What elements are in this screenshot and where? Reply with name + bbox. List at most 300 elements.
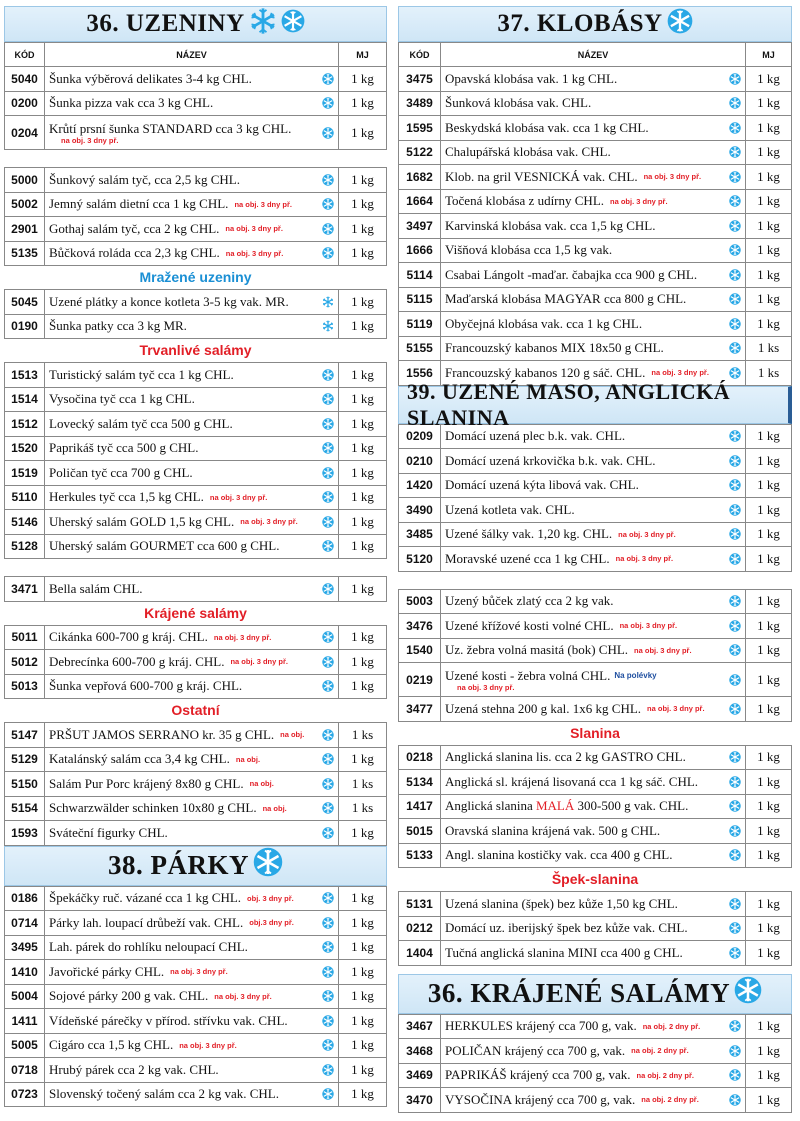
product-name: Vysočina tyč cca 1 kg CHL.	[49, 391, 195, 407]
order-note: na obj. 2 dny př.	[636, 1070, 694, 1080]
table-row	[5, 534, 387, 559]
table-row	[399, 473, 792, 498]
product-code: 5128	[5, 534, 45, 559]
frozen-icon	[729, 620, 741, 632]
unit: 1 kg	[339, 1058, 387, 1083]
product-name: Chalupářská klobása vak. CHL.	[445, 144, 611, 160]
subsection-krajene: Krájené salámy	[144, 604, 247, 621]
frozen-icon	[322, 223, 334, 235]
product-name-cell	[45, 984, 339, 1009]
unit: 1 kg	[339, 625, 387, 650]
product-name-line	[49, 727, 334, 743]
product-name-cell	[45, 674, 339, 699]
product-code: 5000	[5, 168, 45, 193]
product-name: Domácí uzená kýta libová vak. CHL.	[445, 477, 639, 493]
order-note: na obj. 3 dny př.	[225, 224, 283, 234]
section-title-uzene-maso	[398, 378, 792, 430]
order-note: na obj. 3 dny př.	[457, 682, 515, 692]
section-title-uzeniny	[4, 6, 387, 42]
order-note: na obj. 3 dny př.	[170, 967, 228, 977]
frozen-icon	[322, 73, 334, 85]
product-name-cell	[45, 116, 339, 150]
product-code: 1519	[5, 461, 45, 486]
product-name: PRŠUT JAMOS SERRANO kr. 35 g CHL.	[49, 726, 275, 742]
product-name-line	[445, 169, 741, 185]
unit: 1 kg	[746, 473, 792, 498]
product-code: 5012	[5, 650, 45, 675]
table-row	[399, 91, 792, 116]
table-row	[399, 498, 792, 523]
product-name-line	[49, 514, 334, 530]
product-name: Uzená stehna 200 g kal. 1x6 kg CHL.	[445, 700, 642, 716]
order-note: na obj.	[262, 803, 287, 813]
product-name-cell	[441, 263, 746, 288]
product-code: 3489	[399, 91, 441, 116]
product-name-line	[445, 749, 741, 765]
section-title-text: 38. PÁRKY	[108, 850, 249, 880]
product-name-line	[445, 593, 741, 609]
header-kod: KÓD	[399, 43, 441, 67]
frozen-icon	[322, 778, 334, 790]
product-name-line	[49, 538, 334, 554]
product-name-cell	[441, 116, 746, 141]
frozen-icon	[729, 922, 741, 934]
table-row	[5, 412, 387, 437]
frozen-icon	[729, 751, 741, 763]
product-name: Maďarská klobása MAGYAR cca 800 g CHL.	[445, 291, 687, 307]
table-row	[399, 614, 792, 639]
mrazene-table	[4, 289, 387, 339]
product-name: Katalánský salám cca 3,4 kg CHL.	[49, 751, 230, 767]
product-code: 1540	[399, 638, 441, 663]
product-name: Višňová klobása cca 1,5 kg vak.	[445, 242, 613, 258]
product-name: Angl. slanina kostičky vak. cca 400 g CHL.	[445, 847, 673, 863]
product-code: 0723	[5, 1082, 45, 1107]
unit: 1 kg	[339, 577, 387, 602]
product-name-cell	[45, 412, 339, 437]
product-name-cell	[45, 485, 339, 510]
frozen-icon	[322, 418, 334, 430]
product-code: 5122	[399, 140, 441, 165]
product-name: Slovenský točený salám cca 2 kg vak. CHL.	[49, 1086, 279, 1102]
product-name-line	[445, 365, 741, 381]
product-name: Herkules tyč cca 1,5 kg CHL.	[49, 489, 204, 505]
product-name-cell	[441, 843, 746, 868]
frozen-icon	[729, 430, 741, 442]
unit: 1 kg	[339, 67, 387, 92]
unit: 1 kg	[746, 522, 792, 547]
table-row	[399, 522, 792, 547]
header-nazev: NÁZEV	[45, 43, 339, 67]
product-name-cell	[45, 436, 339, 461]
product-name: Šunka patky cca 3 kg MR.	[49, 318, 187, 334]
unit: 1 kg	[746, 1039, 792, 1064]
product-name: Anglická slanina lis. cca 2 kg GASTRO CHL.	[445, 749, 686, 765]
product-name: Francouzský kabanos MIX 18x50 g CHL.	[445, 340, 664, 356]
product-name: Krůtí prsní šunka STANDARD cca 3 kg CHL.	[49, 120, 292, 136]
unit: 1 ks	[339, 772, 387, 797]
frozen-icon	[322, 802, 334, 814]
section-title-klobasy	[398, 6, 792, 42]
table-row	[399, 214, 792, 239]
frozen-icon	[729, 1069, 741, 1081]
product-name-cell	[45, 650, 339, 675]
table-row	[399, 140, 792, 165]
section-title-text: 36. KRÁJENÉ SALÁMY	[427, 978, 731, 1008]
product-name: Lah. párek do rohlíku neloupací CHL.	[49, 939, 248, 955]
product-name-cell	[441, 189, 746, 214]
product-code: 3471	[5, 577, 45, 602]
product-name-line	[49, 776, 334, 792]
frozen-icon	[729, 244, 741, 256]
unit: 1 kg	[339, 534, 387, 559]
table-row	[5, 772, 387, 797]
unit: 1 kg	[339, 387, 387, 412]
product-name: Francouzský kabanos 120 g sáč. CHL.	[445, 364, 646, 380]
table-row	[399, 165, 792, 190]
product-name-line	[49, 489, 334, 505]
frozen-icon	[322, 1015, 334, 1027]
product-name-line	[49, 95, 334, 111]
product-name: Gothaj salám tyč, cca 2 kg CHL.	[49, 220, 220, 236]
krajene-table	[4, 625, 387, 700]
product-code: 5005	[5, 1033, 45, 1058]
product-name: Domácí uz. iberijský špek bez kůže vak. CHL.	[445, 920, 688, 936]
product-name-line	[49, 391, 334, 407]
product-code: 0718	[5, 1058, 45, 1083]
product-name: Jemný salám dietní cca 1 kg CHL.	[49, 196, 229, 212]
order-note: na obj. 3 dny př.	[618, 529, 676, 539]
unit: 1 kg	[746, 214, 792, 239]
table-row	[399, 1014, 792, 1039]
order-note: na obj. 3 dny př.	[619, 621, 678, 631]
unit: 1 kg	[746, 1014, 792, 1039]
table-row	[5, 116, 387, 150]
unit: 1 kg	[339, 1009, 387, 1034]
product-name-line	[445, 526, 741, 542]
frozen-icon	[729, 171, 741, 183]
unit: 1 kg	[746, 745, 792, 770]
product-code: 5110	[5, 485, 45, 510]
product-code: 3485	[399, 522, 441, 547]
product-name-line	[445, 291, 741, 307]
table-row	[5, 290, 387, 315]
product-name-cell	[45, 461, 339, 486]
frozen-icon	[322, 941, 334, 953]
table-row	[399, 941, 792, 966]
product-name-line	[445, 477, 741, 493]
product-name-line	[445, 920, 741, 936]
product-name-line	[445, 847, 741, 863]
product-name: Uzený bůček zlatý cca 2 kg vak.	[445, 593, 614, 609]
table-row	[399, 697, 792, 722]
order-note: na obj. 3 dny př.	[225, 248, 284, 258]
product-name-line	[445, 193, 741, 209]
unit: 1 kg	[339, 91, 387, 116]
product-name: Špekáčky ruč. vázané cca 1 kg CHL.	[49, 890, 242, 906]
product-name-line	[445, 267, 741, 283]
frozen-icon	[729, 674, 741, 686]
order-note: na obj. 3 dny př.	[213, 632, 272, 642]
frozen-icon	[322, 892, 334, 904]
subsection-trvanlive: Trvanlivé salámy	[139, 342, 252, 358]
table-row	[5, 650, 387, 675]
frozen-icon	[729, 455, 741, 467]
product-code: 1666	[399, 238, 441, 263]
product-name-cell	[45, 1033, 339, 1058]
product-code: 0714	[5, 911, 45, 936]
product-name-cell	[441, 794, 746, 819]
unit: 1 kg	[339, 886, 387, 911]
product-name-cell	[441, 361, 746, 386]
product-name-cell	[441, 1063, 746, 1088]
table-row	[399, 361, 792, 386]
product-name-line	[49, 800, 334, 816]
product-code: 0218	[399, 745, 441, 770]
product-name: Uherský salám GOURMET cca 600 g CHL.	[49, 538, 280, 554]
product-name: PAPRIKÁŠ krájený cca 700 g, vak.	[445, 1067, 631, 1083]
product-name-line	[49, 654, 334, 670]
frozen-icon	[729, 195, 741, 207]
unit: 1 kg	[339, 911, 387, 936]
product-name-cell	[45, 911, 339, 936]
header-mj: MJ	[339, 43, 387, 67]
frozen-icon	[322, 631, 334, 643]
unit: 1 kg	[339, 436, 387, 461]
table-row	[5, 674, 387, 699]
table-row	[399, 1063, 792, 1088]
product-name: Turistický salám tyč cca 1 kg CHL.	[49, 366, 234, 382]
product-name: Obyčejná klobása vak. cca 1 kg CHL.	[445, 315, 643, 331]
section-title-parky	[4, 846, 387, 886]
frozen-icon	[729, 73, 741, 85]
frozen-icon	[322, 1039, 334, 1051]
unit: 1 kg	[339, 1082, 387, 1107]
frozen-icon	[729, 849, 741, 861]
unit: 1 kg	[746, 589, 792, 614]
frozen-icon	[729, 122, 741, 134]
table-row	[5, 984, 387, 1009]
subsection-mrazene: Mražené uzeniny	[139, 269, 252, 285]
unit: 1 kg	[339, 412, 387, 437]
unit: 1 kg	[339, 314, 387, 339]
unit: 1 kg	[746, 941, 792, 966]
product-code: 1556	[399, 361, 441, 386]
product-code: 1410	[5, 960, 45, 985]
product-name-cell	[45, 1058, 339, 1083]
table-row	[399, 770, 792, 795]
header-mj: MJ	[746, 43, 792, 67]
product-name: POLIČAN krájený cca 700 g, vak.	[445, 1042, 626, 1058]
section-title-text: 36. UZENINY	[86, 10, 245, 37]
product-name: Javořické párky CHL.	[49, 963, 165, 979]
product-code: 1417	[399, 794, 441, 819]
table-row	[399, 424, 792, 449]
unit: 1 kg	[339, 116, 387, 150]
unit: 1 kg	[746, 424, 792, 449]
frozen-icon	[729, 220, 741, 232]
table-row	[5, 886, 387, 911]
product-name-line	[49, 294, 334, 310]
frozen-icon	[322, 1064, 334, 1076]
product-code: 1513	[5, 363, 45, 388]
product-name: Beskydská klobása vak. cca 1 kg CHL.	[445, 119, 649, 135]
table-row	[399, 67, 792, 92]
product-name-cell	[441, 312, 746, 337]
table-row	[5, 747, 387, 772]
product-code: 5131	[399, 892, 441, 917]
order-note: na obj. 3 dny př.	[209, 492, 268, 502]
frozen-icon	[729, 269, 741, 281]
product-name-cell	[45, 821, 339, 846]
product-name-line	[445, 502, 741, 518]
ostatni-table	[4, 722, 387, 846]
frozen-icon	[729, 318, 741, 330]
unit: 1 kg	[746, 1063, 792, 1088]
product-name-cell	[45, 290, 339, 315]
frozen-icon	[729, 146, 741, 158]
product-code: 5119	[399, 312, 441, 337]
table-row	[5, 217, 387, 242]
product-name-cell	[45, 796, 339, 821]
frozen-icon	[322, 516, 334, 528]
product-name: Uzená slanina (špek) bez kůže 1,50 kg CHL.	[445, 895, 678, 911]
product-name-cell	[441, 498, 746, 523]
product-name-line	[49, 416, 334, 432]
product-code: 5003	[399, 589, 441, 614]
product-name-cell	[45, 886, 339, 911]
unit: 1 kg	[339, 650, 387, 675]
unit: 1 ks	[746, 336, 792, 361]
subsection-ostatni: Ostatní	[171, 702, 220, 718]
product-code: 5115	[399, 287, 441, 312]
section-title-krajene-salamy	[398, 974, 792, 1014]
table-row	[5, 1033, 387, 1058]
product-code: 1664	[399, 189, 441, 214]
product-name: Domácí uzená plec b.k. vak. CHL.	[445, 428, 626, 444]
product-name-cell	[441, 589, 746, 614]
unit: 1 kg	[746, 770, 792, 795]
frozen-icon	[729, 825, 741, 837]
order-note: na obj. 3 dny př.	[240, 517, 298, 527]
product-name-line	[445, 945, 741, 961]
product-code: 3469	[399, 1063, 441, 1088]
product-name: 300-500 g vak. CHL.	[574, 798, 689, 814]
product-name: Karvinská klobása vak. cca 1,5 kg CHL.	[445, 217, 656, 233]
product-name: Uzené kosti - žebra volná CHL.	[445, 667, 611, 683]
product-name: Uherský salám GOLD 1,5 kg CHL.	[49, 513, 235, 529]
order-note: na obj. 2 dny př.	[642, 1021, 701, 1031]
unit: 1 kg	[746, 140, 792, 165]
order-note: na obj. 3 dny př.	[230, 657, 288, 667]
usage-note: Na polévky	[614, 671, 657, 680]
frozen-icon	[729, 528, 741, 540]
product-name: Anglická slanina	[445, 798, 536, 814]
product-name-cell	[441, 449, 746, 474]
product-name-cell	[45, 577, 339, 602]
table-row	[5, 723, 387, 748]
order-note: na obj. 3 dny př.	[647, 704, 705, 714]
frozen-icon	[729, 1094, 741, 1106]
order-note: na obj.	[280, 730, 305, 740]
krajene-salamy-table	[398, 1014, 792, 1113]
frozen-icon	[322, 491, 334, 503]
product-code: 3476	[399, 614, 441, 639]
subsection-spek: Špek-slanina	[551, 871, 639, 887]
product-name: Točená klobása z udírny CHL.	[445, 193, 605, 209]
frozen-icon	[729, 776, 741, 788]
frozen-icon	[322, 540, 334, 552]
product-name-line	[49, 988, 334, 1004]
product-code: 5015	[399, 819, 441, 844]
unit: 1 kg	[746, 498, 792, 523]
product-name-line	[49, 465, 334, 481]
table-row	[5, 67, 387, 92]
product-name: Csabai Lángolt -maďar. čabajka cca 900 g CHL.	[445, 266, 698, 282]
header-nazev: NÁZEV	[441, 43, 746, 67]
unit: 1 kg	[746, 312, 792, 337]
product-code: 0200	[5, 91, 45, 116]
product-name-cell	[441, 67, 746, 92]
order-note: na obj. 3 dny př.	[179, 1040, 237, 1050]
product-name-line	[445, 428, 741, 444]
product-name-line	[49, 915, 334, 931]
table-row	[399, 819, 792, 844]
frozen-icon	[253, 847, 283, 884]
table-row	[5, 625, 387, 650]
product-name-line	[445, 1018, 741, 1034]
product-name: Sojové párky 200 g vak. CHL.	[49, 988, 209, 1004]
table-row	[399, 663, 792, 697]
klobasy-table	[398, 42, 792, 386]
table-row	[399, 547, 792, 572]
unit: 1 kg	[339, 510, 387, 535]
product-name-line	[445, 551, 741, 567]
unit: 1 kg	[339, 821, 387, 846]
table-row	[399, 449, 792, 474]
product-name-cell	[45, 510, 339, 535]
product-name: HERKULES krájený cca 700 g, vak.	[445, 1018, 637, 1034]
product-code: 3467	[399, 1014, 441, 1039]
table-row	[5, 796, 387, 821]
frozen-icon	[322, 174, 334, 186]
product-name-line	[49, 939, 334, 955]
product-code: 5114	[399, 263, 441, 288]
product-name-line	[445, 95, 741, 111]
table-row	[399, 745, 792, 770]
product-code: 0210	[399, 449, 441, 474]
table-row	[5, 577, 387, 602]
unit: 1 ks	[746, 361, 792, 386]
trvanlive-table	[4, 362, 387, 602]
frozen-icon	[322, 966, 334, 978]
frozen-icon	[281, 9, 305, 40]
product-name-cell	[441, 941, 746, 966]
product-name-line	[49, 1086, 334, 1102]
product-name: Bůčková roláda cca 2,3 kg CHL.	[49, 245, 220, 261]
product-code: 1682	[399, 165, 441, 190]
product-name-cell	[45, 772, 339, 797]
product-name-line	[49, 890, 334, 906]
frozen-icon	[729, 1020, 741, 1032]
frozen-icon	[322, 827, 334, 839]
product-name-cell	[441, 287, 746, 312]
table-row	[5, 91, 387, 116]
product-name: Uzená kotleta vak. CHL.	[445, 501, 575, 517]
product-name-line	[445, 453, 741, 469]
unit: 1 kg	[746, 1088, 792, 1113]
frozen-icon	[729, 703, 741, 715]
